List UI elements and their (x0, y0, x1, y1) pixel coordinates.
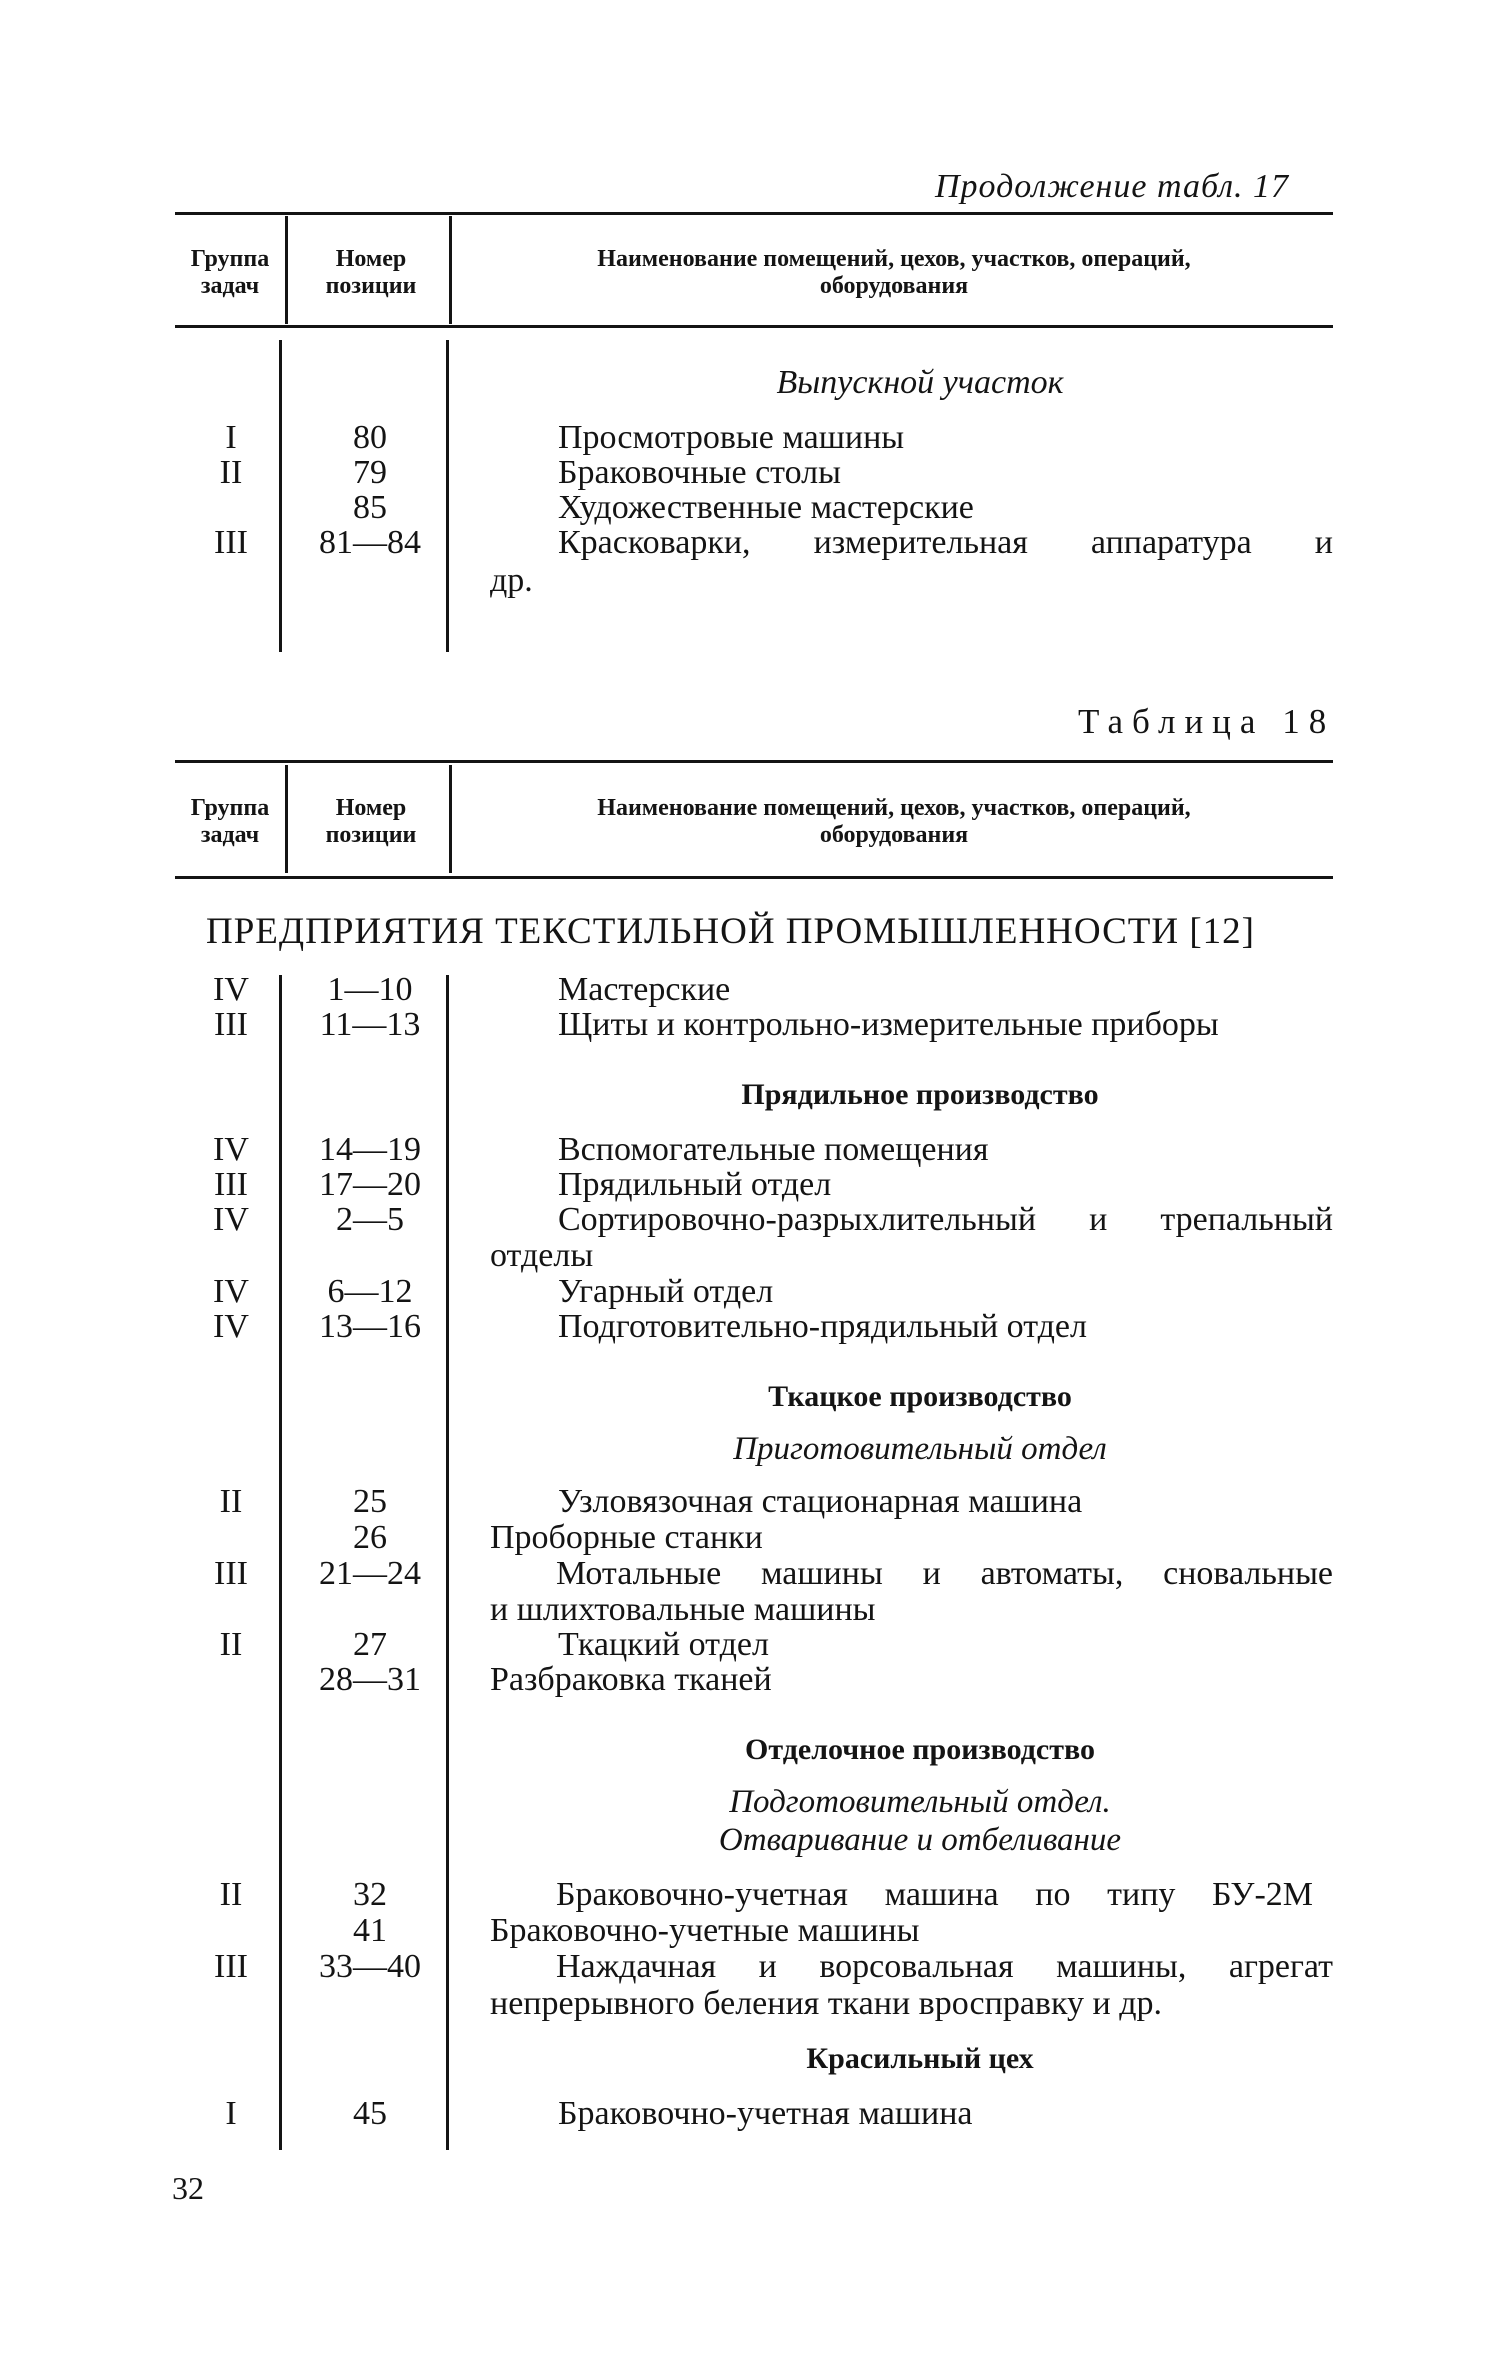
header-group-line2: задач (200, 273, 260, 299)
group-cell: I (225, 2095, 237, 2132)
group-cell: II (219, 454, 243, 491)
name-cell-continuation: непрерывного беления ткани вросправку и др. (490, 1985, 1162, 2022)
name-cell: Угарный отдел (558, 1273, 774, 1310)
name-cell: Щиты и контрольно-измерительные приборы (558, 1006, 1219, 1043)
position-cell: 41 (353, 1912, 387, 1949)
table17-header-group (170, 246, 290, 300)
group-cell: III (214, 1555, 248, 1592)
group-cell: IV (213, 1308, 249, 1345)
header-group-line1: Группа (190, 795, 270, 821)
position-cell: 13—16 (319, 1308, 421, 1345)
name-cell-continuation: отделы (490, 1237, 594, 1274)
table18-title: Таблица 18 (1078, 702, 1336, 741)
header-name-line1: Наименование помещений, цехов, участков, операций, (597, 246, 1191, 272)
table-row (0, 1274, 1500, 1310)
table17-header-rule (175, 325, 1333, 328)
position-cell: 11—13 (319, 1006, 421, 1043)
table-row (0, 490, 1500, 526)
name-cell: Сортировочно-разрыхлительный и трепальный (558, 1201, 1333, 1238)
table18-header-divider-1 (285, 765, 288, 873)
position-cell: 85 (353, 489, 387, 526)
table17-header-divider-2 (449, 216, 452, 324)
name-cell: Узловязочная стационарная машина (558, 1483, 1083, 1520)
table18-main-title: ПРЕДПРИЯТИЯ ТЕКСТИЛЬНОЙ ПРОМЫШЛЕННОСТИ [12] (206, 911, 1255, 952)
table-row (0, 1556, 1500, 1592)
group-cell: III (214, 1006, 248, 1043)
table-row (0, 1132, 1500, 1168)
header-name-line2: оборудования (819, 822, 969, 848)
table-row-continuation (0, 1986, 1500, 2022)
table17-section-title: Выпускной участок (776, 364, 1064, 401)
position-cell: 79 (353, 454, 387, 491)
name-cell: Мастерские (558, 971, 731, 1008)
group-cell: II (219, 1626, 243, 1663)
table17-caption: Продолжение табл. 17 (935, 168, 1290, 205)
group-cell: III (214, 524, 248, 561)
weaving-section-title: Ткацкое производство (768, 1380, 1072, 1413)
group-cell: IV (213, 1131, 249, 1168)
position-cell: 25 (353, 1483, 387, 1520)
name-cell: Наждачная и ворсовальная машины, агрегат (556, 1948, 1333, 1985)
group-cell: I (225, 419, 237, 456)
header-group-line1: Группа (190, 246, 270, 272)
name-cell-continuation: и шлихтовальные машины (490, 1591, 876, 1628)
group-cell: IV (213, 971, 249, 1008)
name-cell: Подготовительно-прядильный отдел (558, 1308, 1087, 1345)
header-number-line2: позиции (325, 273, 417, 299)
name-cell: Художественные мастерские (558, 489, 974, 526)
header-number-line1: Номер (335, 246, 407, 272)
name-cell: Мотальные машины и автоматы, сновальные (556, 1555, 1333, 1592)
group-cell: III (214, 1948, 248, 1985)
table17-top-rule (175, 212, 1333, 215)
name-cell: Просмотровые машины (558, 419, 905, 456)
table18-header-rule (175, 876, 1333, 879)
table-row-continuation (0, 563, 1500, 599)
table18-header-divider-2 (449, 765, 452, 873)
position-cell: 26 (353, 1519, 387, 1556)
table-row (0, 455, 1500, 491)
position-cell: 80 (353, 419, 387, 456)
position-cell: 14—19 (319, 1131, 421, 1168)
table-row (0, 1309, 1500, 1345)
table-row (0, 525, 1500, 561)
position-cell: 1—10 (327, 971, 413, 1008)
finishing-subsection-line2: Отваривание и отбеливание (718, 1822, 1122, 1858)
table18-header-number (290, 795, 452, 849)
table-row (0, 1484, 1500, 1520)
table-row (0, 2096, 1500, 2132)
position-cell: 33—40 (319, 1948, 421, 1985)
name-cell: Ткацкий отдел (558, 1626, 769, 1663)
table-row (0, 1913, 1500, 1949)
group-cell: II (219, 1876, 243, 1913)
position-cell: 2—5 (336, 1201, 404, 1238)
name-cell: Вспомогательные помещения (558, 1131, 989, 1168)
table-row (0, 1167, 1500, 1203)
table17-header-number (290, 246, 452, 300)
header-number-line1: Номер (335, 795, 407, 821)
header-group-line2: задач (200, 822, 260, 848)
table18-header-group (170, 795, 290, 849)
group-cell: IV (213, 1201, 249, 1238)
finishing-subsection-line1: Подготовительный отдел. (729, 1784, 1111, 1820)
header-number-line2: позиции (325, 822, 417, 848)
name-cell: Браковочно-учетные машины (490, 1912, 920, 1949)
table-row (0, 1520, 1500, 1556)
name-cell: Браковочно-учетная машина по типу БУ-2М (556, 1876, 1313, 1913)
name-cell: Прядильный отдел (558, 1166, 832, 1203)
table17-header-divider-1 (285, 216, 288, 324)
dyeing-section-title: Красильный цех (806, 2042, 1034, 2075)
name-cell: Красковарки, измерительная аппаратура и (558, 524, 1333, 561)
table-row (0, 1877, 1500, 1913)
name-cell: Браковочно-учетная машина (558, 2095, 973, 2132)
group-cell: III (214, 1166, 248, 1203)
table18-top-rule (175, 760, 1333, 763)
table-row-continuation (0, 1592, 1500, 1628)
table17-header-name (455, 246, 1333, 300)
name-cell: Браковочные столы (558, 454, 841, 491)
table-row (0, 1627, 1500, 1663)
table-row (0, 1662, 1500, 1698)
position-cell: 6—12 (327, 1273, 413, 1310)
position-cell: 27 (353, 1626, 387, 1663)
table-row (0, 1007, 1500, 1043)
position-cell: 81—84 (319, 524, 421, 561)
position-cell: 17—20 (319, 1166, 421, 1203)
spinning-section-title: Прядильное производство (741, 1078, 1099, 1111)
name-cell: Проборные станки (490, 1519, 763, 1556)
position-cell: 32 (353, 1876, 387, 1913)
weaving-subsection-title: Приготовительный отдел (733, 1431, 1107, 1467)
table-row (0, 1949, 1500, 1985)
finishing-section-title: Отделочное производство (745, 1733, 1095, 1766)
table-row (0, 420, 1500, 456)
position-cell: 28—31 (319, 1661, 421, 1698)
position-cell: 45 (353, 2095, 387, 2132)
table-row-continuation (0, 1238, 1500, 1274)
position-cell: 21—24 (319, 1555, 421, 1592)
table-row (0, 1202, 1500, 1238)
name-cell: Разбраковка тканей (490, 1661, 772, 1698)
table-row (0, 972, 1500, 1008)
header-name-line1: Наименование помещений, цехов, участков, операций, (597, 795, 1191, 821)
group-cell: IV (213, 1273, 249, 1310)
name-cell-continuation: др. (490, 562, 533, 599)
group-cell: II (219, 1483, 243, 1520)
page-number: 32 (172, 2170, 204, 2206)
header-name-line2: оборудования (819, 273, 969, 299)
table18-header-name (455, 795, 1333, 849)
